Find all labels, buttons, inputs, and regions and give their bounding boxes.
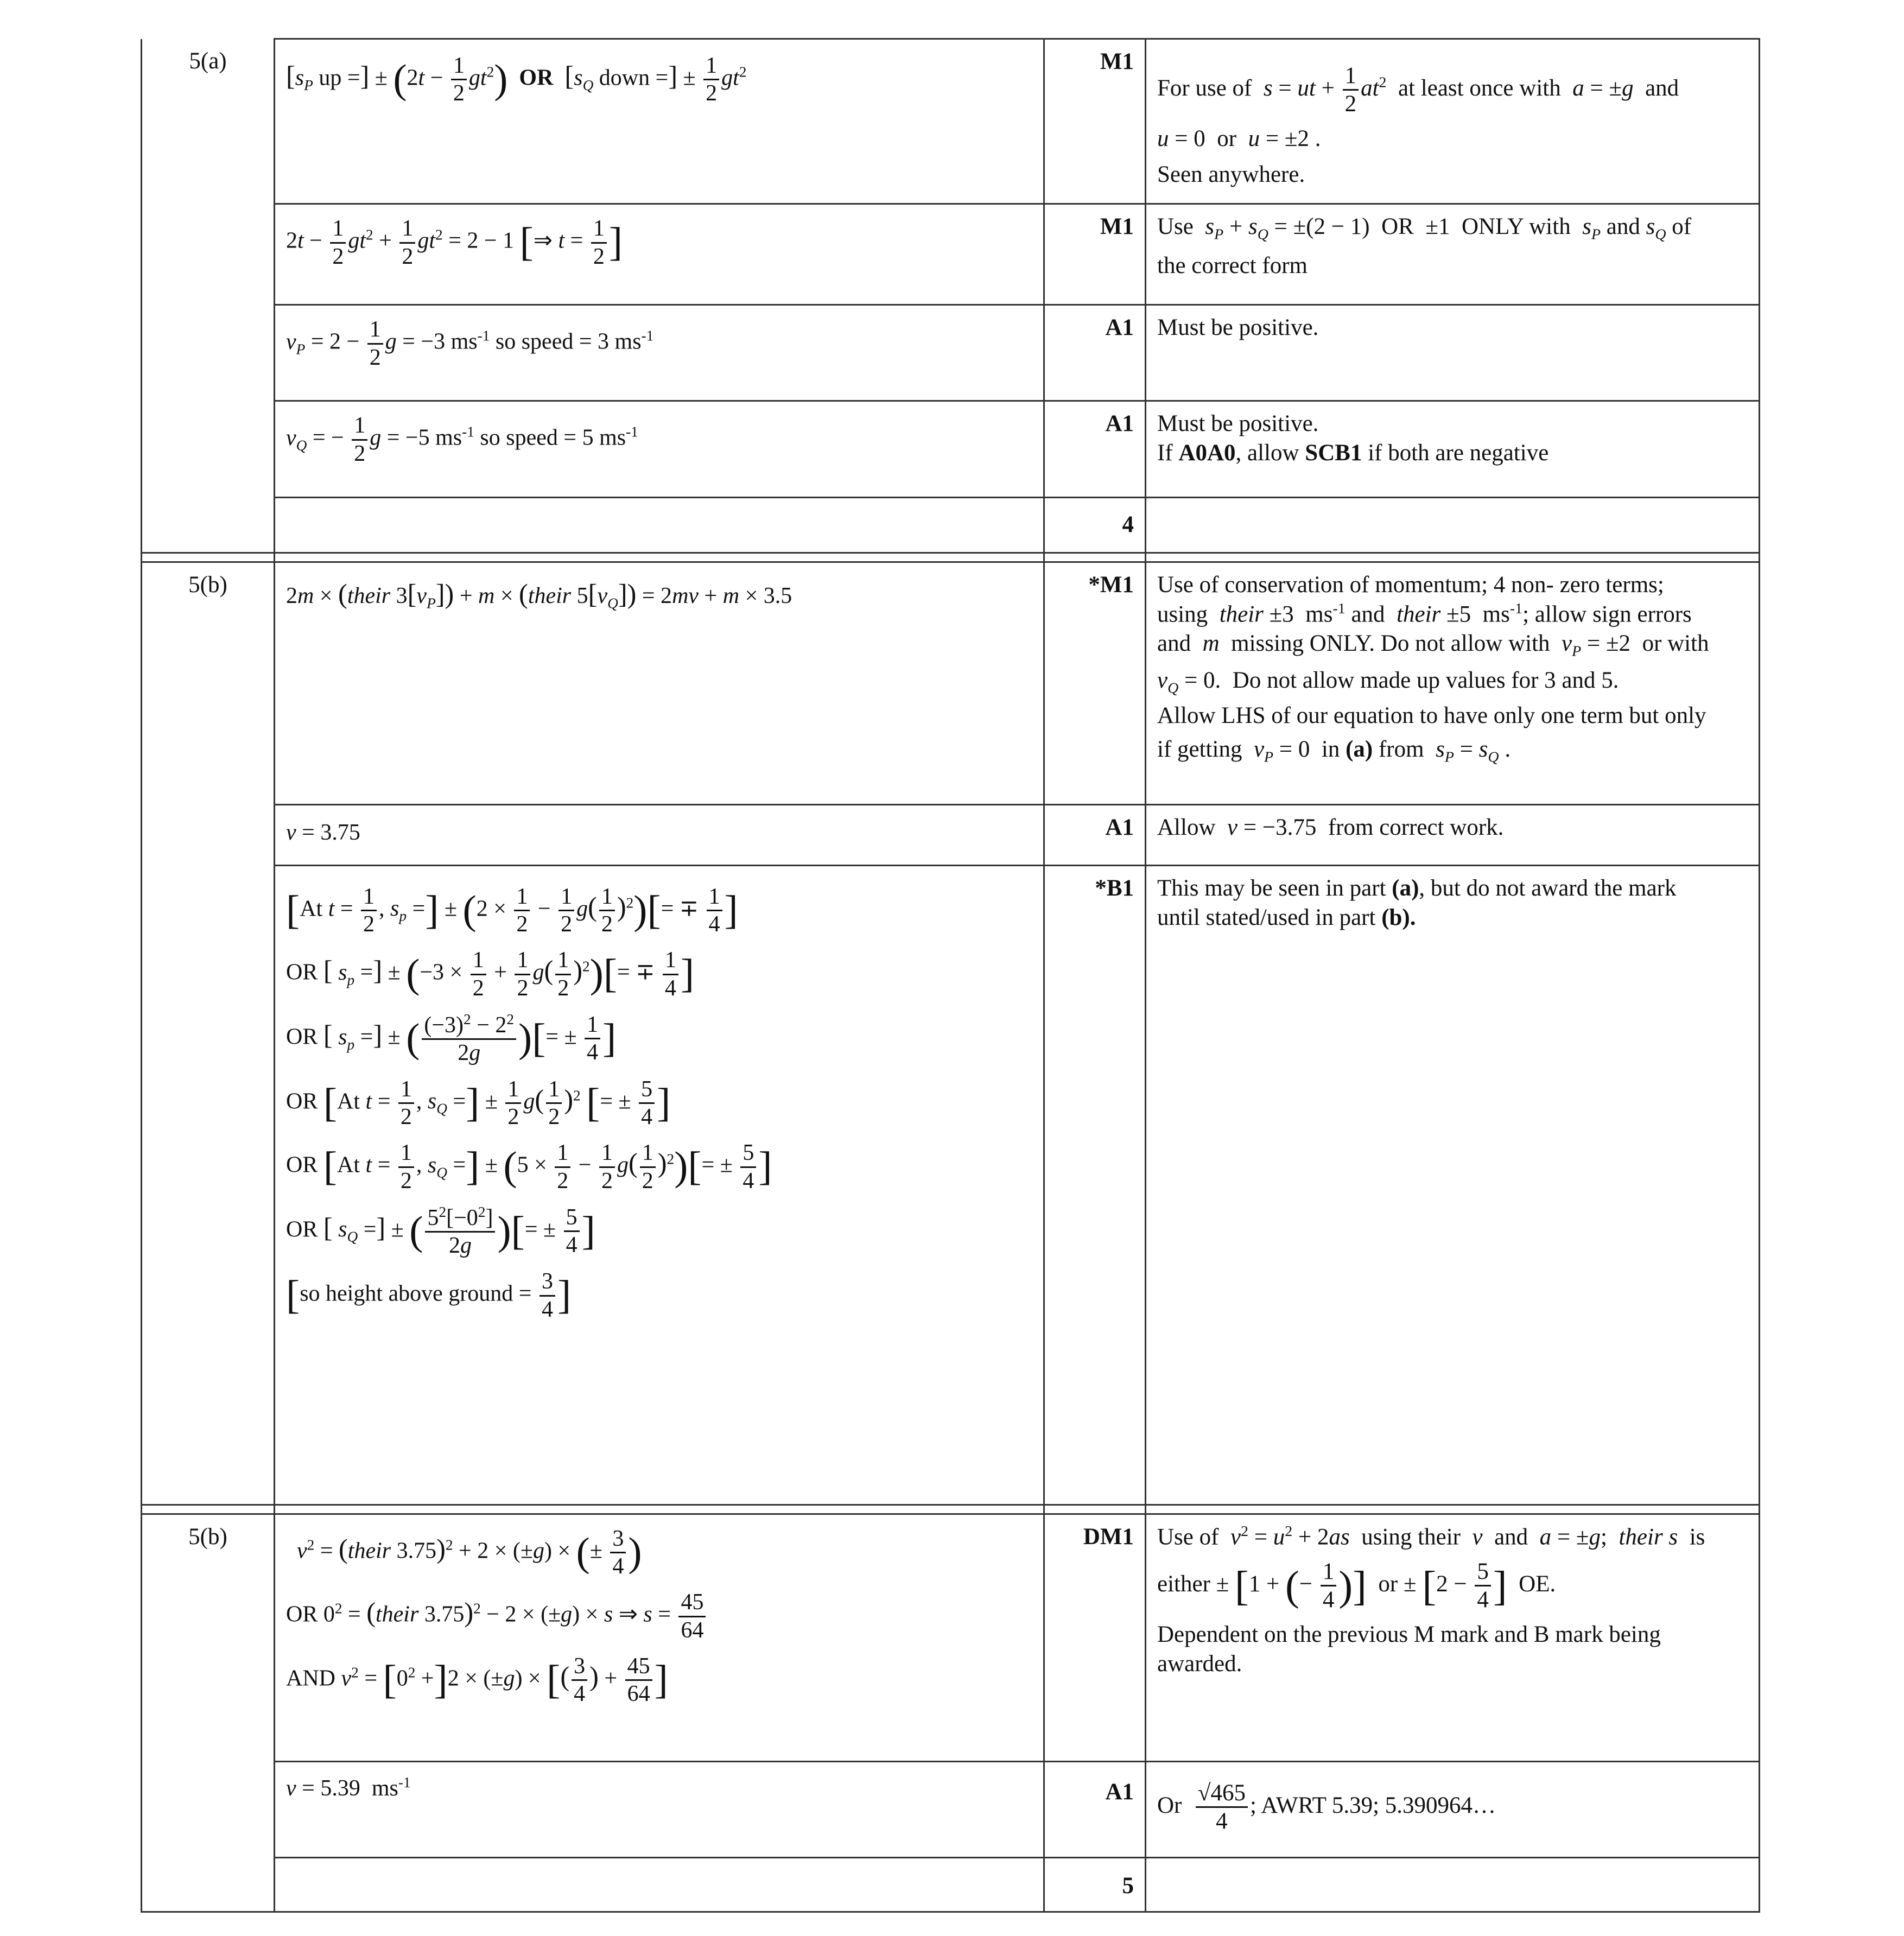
table-row — [142, 1857, 1760, 1912]
table-row — [142, 498, 1760, 553]
section-divider — [142, 553, 1760, 562]
guidance-cell: This may be seen in part (a), but do not award the mark until stated/used in part (b). — [1146, 865, 1760, 1505]
answer-cell: $v_Q$ = − $\frac{1}{2}$ g = −5 $ms^{-1}$ so speed = 5 $ms^{-1}$ — [275, 401, 1044, 498]
answer-cell: v = 5.39 $ms^{-1}$ — [275, 1761, 1044, 1857]
mark-code: A1 — [1044, 805, 1146, 866]
question-number: 5(b) — [142, 1514, 275, 1912]
guidance-cell: Allow v = −3.75 from correct work. — [1146, 805, 1760, 866]
guidance-cell: Use $s_P + s_Q = \pm(2 - 1)$ OR ±1 ONLY with $s_P$ and $s_Q$ of the correct form — [1146, 204, 1760, 305]
mark-code: A1 — [1044, 1761, 1146, 1857]
mark-total: 5 — [1044, 1857, 1146, 1912]
question-number: 5(b) — [142, 562, 275, 1505]
answer-cell: v = 3.75 — [275, 805, 1044, 866]
table-row — [142, 401, 1760, 498]
table-row — [142, 865, 1760, 1505]
guidance-cell: For use of s = ut + $\frac{1}{2}$ $at^2$ at least once with a = ±g and u = 0 or u = ±2 . Seen anywhere. — [1146, 39, 1760, 204]
mark-scheme-table — [141, 38, 1760, 1913]
question-number: 5(a) — [142, 39, 275, 553]
table-row — [142, 39, 1760, 204]
answer-cell — [275, 1857, 1044, 1912]
mark-code: *B1 — [1044, 865, 1146, 1505]
mark-code: A1 — [1044, 305, 1146, 401]
guidance-cell: Must be positive. If A0A0, allow SCB1 if both are negative — [1146, 401, 1760, 498]
section-divider — [142, 1505, 1760, 1514]
table-row — [142, 204, 1760, 305]
table-row — [142, 562, 1760, 805]
answer-cell: $v_P = 2$ − $\frac{1}{2}$ g = −3 $ms^{-1}$ so speed = 3 $ms^{-1}$ — [275, 305, 1044, 401]
mark-code: M1 — [1044, 204, 1146, 305]
table-row — [142, 805, 1760, 866]
table-row — [142, 1514, 1760, 1761]
table-row — [142, 305, 1760, 401]
answer-cell: [At t = $\frac{1}{2}$ , $s_p$ =] ± (2 × $\frac{1}{2}$ − $\frac{1}{2}$ g( $\frac{1}{2}$ )$^2$)[= ∓ $\frac{1}{4}$ ] OR [ $s_p$ =] ± (−3 × $\frac{1}{2}$ + $\frac{1}{2}$ g( $\frac{1}{2}$ )$^2$)[= ∓ $\frac{1}{4}$ ] OR [ $s_p$ =] ± ( $\frac{(-3)^2 - 2^2}{2g}$ )[= ± $\frac{1}{4}$ ] OR [At t = $\frac{1}{2}$ , $s_Q$ =] ± $\frac{1}{2}$ g( $\frac{1}{2}$ )$^2$ [= ± $\frac{5}{4}$ ] OR [At t = $\frac{1}{2}$ , $s_Q$ =] ± (5 × $\frac{1}{2}$ − $\frac{1}{2}$ g( $\frac{1}{2}$ )$^2$)[= ± $\frac{5}{4}$ ] OR [ $s_Q$ =] ± ( $\frac{5^2[-0^2]}{2g}$ )[= ± $\frac{5}{4}$ ] [so height above ground = $\frac{3}{4}$ ] — [275, 865, 1044, 1505]
guidance-cell: Must be positive. — [1146, 305, 1760, 401]
mark-code: DM1 — [1044, 1514, 1146, 1761]
guidance-cell — [1146, 498, 1760, 553]
answer-cell: 2m × (their $3[v_P]) + m$ × (their $5[v_Q]) = 2mv + m \times 3.5$ — [275, 562, 1044, 805]
mark-code: *M1 — [1044, 562, 1146, 805]
answer-cell: [$s_P$ up =] ± (2t − $\frac{1}{2}$ $gt^2$) OR [$s_Q$ down =] ± $\frac{1}{2}$ $gt^2$ — [275, 39, 1044, 204]
mark-code: A1 — [1044, 401, 1146, 498]
table-row — [142, 1761, 1760, 1857]
guidance-cell: Or $\frac{√465}{4}$ ; AWRT 5.39; 5.390964… — [1146, 1761, 1760, 1857]
answer-cell: 2t − $\frac{1}{2}$ $gt^2$ + $\frac{1}{2}$ $gt^2 = 2 - 1$ [⇒ t = $\frac{1}{2}$ ] — [275, 204, 1044, 305]
guidance-cell: Use of $v^2 = u^2 + 2as$ using their v and a = ±g; their s is either ± [1 + (− $\frac{1}{4}$ )] or ± [2 − $\frac{5}{4}$ ] OE. Dependent on the previous M mark and B mark being awarded. — [1146, 1514, 1760, 1761]
guidance-cell — [1146, 1857, 1760, 1912]
answer-cell — [275, 498, 1044, 553]
mark-code: M1 — [1044, 39, 1146, 204]
mark-total: 4 — [1044, 498, 1146, 553]
answer-cell: $v^2$ = (their 3.75)$^2$ + 2 × (±g) × (± $\frac{3}{4}$ ) OR $0^2$ = (their 3.75)$^2$ − 2 × (±g) × s ⇒ s = $\frac{45}{64}$ AND $v^2 = [0^2 +]2 \times (\pm g)$ × [( $\frac{3}{4}$ ) + $\frac{45}{64}$ ] — [275, 1514, 1044, 1761]
guidance-cell: Use of conservation of momentum; 4 non- zero terms; using their ±3 $ms^{-1}$ and their ±5 $ms^{-1}$; allow sign errors and m missing ONLY. Do not allow with $v_P = \pm 2$ or with $v_Q = 0$. Do not allow made up values for 3 and 5. Allow LHS of our equation to have only one term but only if getting $v_P = 0$ in (a) from $s_P = s_Q$ . — [1146, 562, 1760, 805]
